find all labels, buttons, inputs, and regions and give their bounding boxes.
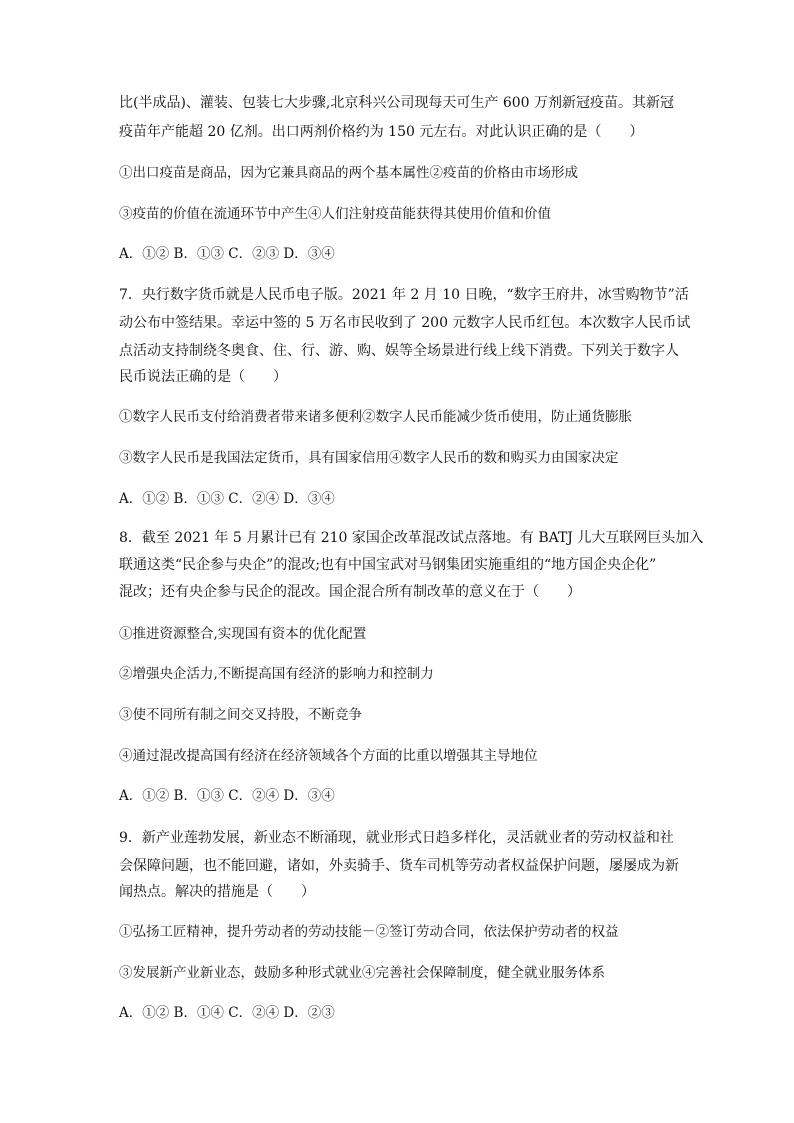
q6-answer-choices: A．①② B．①③ C．②③ D．③④ xyxy=(119,246,335,262)
q6-options-line-2: ③疫苗的价值在流通环节中产生④人们注射疫苗能获得其使用价值和价值 xyxy=(119,206,551,222)
q9-answer-choices: A．①② B．①④ C．②④ D．②③ xyxy=(119,1005,335,1021)
q7-answer-choices: A．①② B．①③ C．②④ D．③④ xyxy=(119,491,335,507)
q7-options-line-2: ③数字人民币是我国法定货币，具有国家信用④数字人民币的数和购买力由国家决定 xyxy=(119,450,619,466)
q8-text-line-2: 联通这类“民企参与央企”的混改;也有中国宝武对马钢集团实施重组的“地方国企央企化” xyxy=(119,557,657,573)
q7-text-line-1: 7．央行数字货币就是人民币电子版。2021 年 2 月 10 日晚，“数字王府井，冰雪购物节”活 xyxy=(119,287,689,303)
q9-text-line-3: 闻热点。解决的措施是（ ） xyxy=(119,884,315,900)
q9-options-line-2: ③发展新产业新业态，鼓励多种形式就业④完善社会保障制度，健全就业服务体系 xyxy=(119,965,605,981)
q9-options-line-1: ①弘扬工匠精神，提升劳动者的劳动技能－②签订劳动合同，依法保护劳动者的权益 xyxy=(119,924,619,940)
q7-options-line-1: ①数字人民币支付给消费者带来诸多便利②数字人民币能减少货币使用，防止通货膨胀 xyxy=(119,409,632,425)
q8-answer-choices: A．①② B．①③ C．②④ D．③④ xyxy=(119,788,335,804)
q8-option-3: ③使不同所有制之间交叉持股，不断竞争 xyxy=(119,707,362,723)
q8-text-line-3: 混改；还有央企参与民企的混改。国企混合所有制改革的意义在于（ ） xyxy=(119,584,581,600)
q9-text-line-1: 9．新产业莲勃发展，新业态不断涌现，就业形式日趋多样化，灵活就业者的劳动权益和社 xyxy=(119,830,674,846)
q8-option-2: ②增强央企活力,不断提高国有经济的影响力和控制力 xyxy=(119,666,434,682)
q8-text-line-1: 8．截至 2021 年 5 月累计已有 210 家国企改革混改试点落地。有 BATJ 儿大互联网巨头加入 xyxy=(119,530,704,546)
q7-text-line-2: 动公布中签结果。幸运中签的 5 万名市民收到了 200 元数字人民币红包。本次数字人民币试 xyxy=(119,315,691,331)
q6-text-line-1: 比(半成品)、灌装、包装七大步骤,北京科兴公司现每天可生产 600 万剂新冠疫苗。其新冠 xyxy=(119,95,674,111)
q8-option-4: ④通过混改提高国有经济在经济领域各个方面的比重以增强其主导地位 xyxy=(119,748,538,764)
q7-text-line-3: 点活动支持制绕冬奥食、住、行、游、购、娱等全场景进行线上线下消费。下列关于数字人 xyxy=(119,343,679,359)
q9-text-line-2: 会保障问题，也不能回避，诸如，外卖骑手、货车司机等劳动者权益保护问题，屡屡成为新 xyxy=(119,858,679,874)
q6-options-line-1: ①出口疫苗是商品，因为它兼具商品的两个基本属性②疫苗的价格由市场形成 xyxy=(119,165,578,181)
q8-option-1: ①推进资源整合,实现国有资本的优化配置 xyxy=(119,626,367,642)
q6-text-line-2: 疫苗年产能超 20 亿剂。出口两剂价格约为 150 元左右。对此认识正确的是（ ） xyxy=(119,124,644,140)
q7-text-line-4: 民币说法正确的是（ ） xyxy=(119,369,287,385)
